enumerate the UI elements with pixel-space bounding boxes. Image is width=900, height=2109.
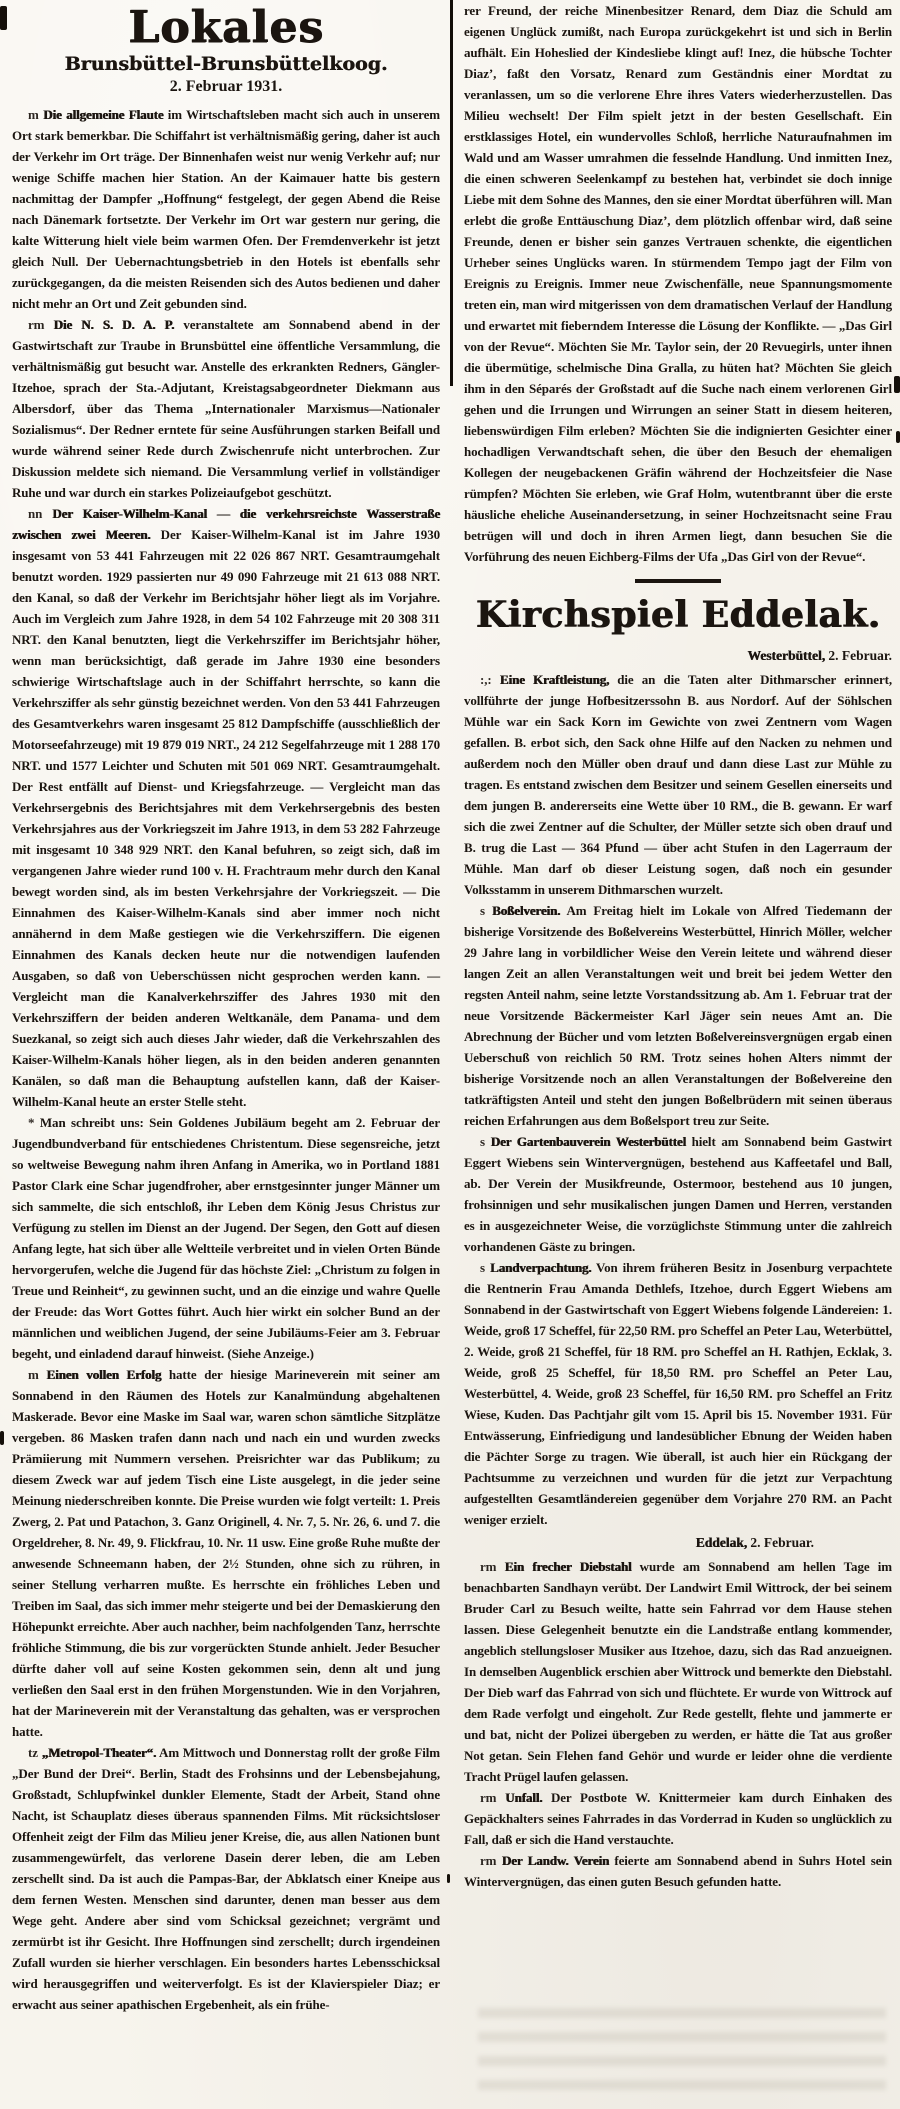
correspondent-sig: s: [480, 1260, 485, 1275]
section-title: Lokales: [128, 2, 324, 53]
section-divider: [635, 579, 721, 583]
article-text: hielt am Sonnabend beim Gastwirt Eggert Wiebens sein Wintervergnügen, bestehend aus Kaffeetafel und Ball, ab. Der Verein der Musikfreunde, Ostermoor, bestehend aus 10 jungen, frohsinnigen und sehr musikalischen jungen Damen und Herren, verstanden es in ausgezeichneter Weise, die vorzüglichste Stimmung unter die zahlreich vorhandenen Gäste zu bringen.: [464, 1134, 893, 1254]
article-text: feierte am Sonnabend abend in Suhrs Hotel sein Wintervergnügen, das einen guten Besuch gefunden hatte.: [464, 1853, 892, 1889]
scan-artifact: [894, 376, 900, 393]
correspondent-sig: rm: [480, 1853, 497, 1868]
article-paragraph: [464, 1850, 892, 1892]
scan-artifact: [0, 6, 7, 30]
article-text: Am Mittwoch und Donnerstag rollt der große Film „Der Bund der Drei“. Berlin, Stadt des Frohsinns und der Lebensbejahung, Großstadt, Schlupfwinkel dunkler Elemente, Stadt der Arbeit, Stand ohne Nacht, ist Schauplatz dieses überaus spannenden Films. Mit rücksichtsloser Offenheit zeigt der Film das Milieu jener Kreise, die, aus allen Nationen bunt zusammengewürfelt, das verlorene Dasein derer leben, die am Leben zerschellt sind. Da ist auch die Pampas-Bar, der Abklatsch einer Kneipe aus dem fernen Westen. Menschen sind darunter, denen man besser aus dem Wege geht. Andere aber sind vom Schicksal gezeichnet; vergrämt und zermürbt ist ihr Gesicht. Ihre Hoffnungen sind zerschellt; durch irgendeinen Zufall wurden sie hierher verschlagen. Ein besonders hartes Lebensschicksal wird herausgegriffen und weiterverfolgt. Es ist der Klavierspieler Diaz; er erwacht aus seiner apathischen Ergebenheit, als ein frühe-: [12, 1745, 441, 2012]
article-paragraph: [12, 1112, 440, 1364]
article-paragraph: [464, 1787, 892, 1850]
article-paragraph: [12, 1742, 440, 2015]
article-text: Der Postbote W. Knittermeier kam durch Einhaken des Gepäckhalters seines Fahrrades in das Vorderrad in Kuden so unglücklich zu Fall, daß er sich die Hand verstauchte.: [464, 1790, 893, 1847]
article-paragraph: [12, 503, 440, 1112]
article-paragraph: [464, 900, 892, 1131]
article-text: Von ihrem früheren Besitz in Josenburg verpachtete die Rentnerin Frau Amanda Dethlefs, Itzehoe, durch Eggert Wiebens am Sonnabend in der Gastwirtschaft von Eggert Wiebens folgende Ländereien: 1. Weide, groß 17 Scheffel, für 22,50 RM. pro Scheffel an Peter Lau, Weterbüttel, 2. Weide, groß 21 Scheffel, für 18 RM. pro Scheffel an H. Rathjen, Ecklak, 3. Weide, groß 25 Scheffel, für 18,50 RM. pro Scheffel an Peter Lau, Westerbüttel, 4. Weide, groß 23 Scheffel, für 16,50 RM. pro Scheffel an Fritz Wiese, Kuden. Das Pachtjahr gilt vom 15. April bis 15. November 1931. Für Entwässerung, Einfriedigung und landesüblicher Ebnung der Weiden haben die Pächter Sorge zu tragen. Wie überall, ist auch hier ein Rückgang der Pachtsumme zu verzeichnen und wurden für die jetzt zur Verpachtung aufgestellten Gesamtländereien gegenüber dem Vorjahre 270 RM. an Pacht weniger erzielt.: [464, 1260, 892, 1527]
dateline-place: Westerbüttel,: [747, 648, 825, 663]
article-text: Am Freitag hielt im Lokale von Alfred Tiedemann der bisherige Vorsitzende des Boßelvereins Westerbüttel, Hinrich Möller, welcher 29 Jahre lang in vorbildlicher Weise den Verein leitete und während dieser langen Zeit an allen Veranstaltungen weit und breit bei jedem Wetter den regsten Anteil nahm, seine letzte Vorstandssitzung ab. Am 1. Februar trat der neue Vorsitzende Bäckermeister Karl Jäger sein neues Amt an. Die Abrechnung der Bücher und vom letzten Boßelvereinsvergnügen ergab einen Ueberschuß von reichlich 50 RM. Trotz seines hohen Alters nimmt der bisherige Vorsitzende noch an allen Veranstaltungen der Boßelvereine den tatkräftigsten Anteil und steht den jungen Boßelbrüdern mit seinen überaus reichen Erfahrungen aus dem Boßelsport treu zur Seite.: [464, 903, 893, 1128]
article-lead: Die allgemeine Flaute: [43, 107, 164, 122]
article-lead: Eine Kraftleistung,: [499, 672, 610, 687]
article-lead: Der Landw. Verein: [501, 1853, 610, 1868]
dateline-date: 2. Februar.: [750, 1535, 814, 1550]
article-paragraph: [464, 1131, 892, 1257]
correspondent-sig: s: [480, 1134, 485, 1149]
article-text: wurde am Sonnabend am hellen Tage im benachbarten Sandhayn verübt. Der Landwirt Emil Wittrock, der bei seinem Bruder Carl zu Besuch weilte, hatte sein Fahrrad vor dem Hause stehen lassen. Diese Gelegenheit benutzte ein die Landstraße entlang kommender, angeblich stellungsloser Musiker aus Itzehoe, dazu, sich das Rad anzueignen. In demselben Augenblick erschien aber Wittrock und bemerkte den Diebstahl. Der Dieb warf das Fahrrad von sich und flüchtete. Er wurde von Wittrock auf dem Rade verfolgt und eingeholt. Zur Rede gestellt, flehte und jammerte er und bat, nicht der Polizei übergeben zu werden, er hätte die Tat aus großer Not getan. Sein Flehen fand Gehör und wurde er leider ohne die verdiente Tracht Prügel laufen gelassen.: [464, 1559, 892, 1784]
article-lead: „Metropol-Theater“.: [41, 1745, 157, 1760]
article-lead: Der Gartenbauverein Westerbüttel: [490, 1134, 686, 1149]
article-lead: Boßelverein.: [491, 903, 561, 918]
article-lead: Unfall.: [505, 1790, 543, 1805]
section2-title: Kirchspiel Eddelak.: [475, 594, 881, 636]
article-text: hatte der hiesige Marineverein mit seiner am Sonnabend in den Räumen des Hotels zur Kanalmündung abgehaltenen Maskerade. Bevor eine Maske im Saal war, waren schon sämtliche Sitzplätze vergeben. 86 Masken trafen dann nach und nach ein und wurden zwecks Prämiierung mit Nummern versehen. Preisrichter war das Publikum; zu diesem Zweck war auf jedem Tisch eine Liste ausgelegt, in die jeder seine Meinung niederschreiben konnte. Die Preise wurden wie folgt verteilt: 1. Preis Zwerg, 2. Pat und Patachon, 3. Ganz Originell, 4. Nr. 7, 5. Nr. 26, 6. und 7. die Orgeldreher, 8. Nr. 49, 9. Flickfrau, 10. Nr. 11 usw. Eine große Ruhe mußte der anwesende Schneemann haben, der 2½ Stunden, ohne sich zu rühren, in seiner Stellung verharren mußte. Es herrschte ein fröhliches Leben und Treiben im Saal, das sich immer mehr steigerte und bei der Demaskierung den Höhepunkt erreichte. Aber auch nachher, beim nachfolgenden Tanz, herrschte fröhliche Stimmung, die bis zur vorgerückten Stunde anhielt. Jeder Besucher dürfte daher voll auf seine Kosten gekommen sein, denn alt und jung verließen den Saal erst in den frühen Morgenstunden. Wie in den Vorjahren, hat der Marineverein mit der Veranstaltung das gehalten, was er versprochen hatte.: [12, 1367, 441, 1739]
article-paragraph: [12, 1364, 440, 1742]
article-lead: Landverpachtung.: [489, 1260, 592, 1275]
correspondent-sig: tz: [28, 1745, 38, 1760]
scan-artifact: [447, 1874, 450, 1883]
masthead-dateline: 2. Februar 1931.: [169, 78, 283, 95]
correspondent-sig: :,:: [480, 672, 492, 687]
article-text: Man schreibt uns: Sein Goldenes Jubiläum begeht am 2. Februar der Jugendbundverband für entschiedenes Christentum. Diese segensreiche, jetzt so weltweise Bewegung nahm ihren Anfang in Amerika, wo in Portland 1881 Pastor Clark eine Schar jugendfroher, aber ernstgesinnter junger Männer um sich sammelte, die sich entschloß, ihr Leben dem König Jesus Christus zur Verfügung zu stellen im Dienst an der Jugend. Der Segen, den Gott auf diesen Anfang legte, hat sich über alle Weltteile verbreitet und in vielen Orten Bünde hervorgerufen, welche die Jugend für das höchste Ziel: „Christum zu folgen in Treue und Reinheit“, zu gewinnen sucht, und an die einzige und wahre Quelle der Freude: das Wort Gottes führt. Auch hier wirkt ein solcher Bund an der männlichen und weiblichen Jugend, der seine Jubiläums-Feier am 3. Februar begeht, und einladend darauf hinweist. (Siehe Anzeige.): [12, 1115, 441, 1361]
article-text: im Wirtschaftsleben macht sich auch in unserem Ort stark bemerkbar. Die Schiffahrt ist verhältnismäßig gering, daher ist auch der Verkehr im Ort träge. Der Binnenhafen weist nur wenig Verkehr auf; nur wenige Schiffe machen hier Station. An der Kaimauer hatte bis gestern nachmittag der Dampfer „Hoffnung“ festgelegt, der gegen Abend die Reise nach Dänemark fortsetzte. Der Verkehr im Ort war gestern nur gering, die kalte Witterung hielt viele beim warmen Ofen. Der Fremdenverkehr ist jetzt gleich Null. Der Uebernachtungsbetrieb in den Hotels ist ebenfalls sehr zurückgegangen, da die meisten Reisenden sich des Autos bedienen und daher nicht mehr an Ort und Zeit gebunden sind.: [12, 107, 440, 311]
article-lead: Die N. S. D. A. P.: [53, 317, 175, 332]
article-text: Der Kaiser-Wilhelm-Kanal ist im Jahre 1930 insgesamt von 53 441 Fahrzeugen mit 22 026 867 NRT. Gesamtraumgehalt benutzt worden. 1929 passierten nur 49 090 Fahrzeuge mit 21 613 088 NRT. den Kanal, so daß der Verkehr im Berichtsjahr höher liegt als im Vorjahre. Auch im Vergleich zum Jahre 1928, in dem 54 102 Fahrzeuge mit 20 308 311 NRT. den Kanal benutzten, liegt die Verkehrsziffer im Berichtsjahr höher, wenn man berücksichtigt, daß gerade im Jahre 1930 eine besonders schwierige Wirtschaftslage auch in der Schiffahrt herrschte, so kann die Verkehrsziffer als sehr günstig bezeichnet werden. Von den 53 441 Fahrzeugen des Gesamtverkehrs waren insgesamt 25 812 Dampfschiffe (ausschließlich der Motorseefahrzeuge) mit 19 879 019 NRT., 24 212 Segelfahrzeuge mit 1 288 170 NRT. und 1577 Leichter und Schuten mit 501 069 NRT. Gesamtraumgehalt. Der Rest entfällt auf Dienst- und Kriegsfahrzeuge. — Vergleicht man das Verkehrsergebnis des Berichtsjahres mit dem Verkehrsergebnis des besten Verkehrsjahres aus der Vorkriegszeit im Jahre 1913, in dem 53 282 Fahrzeuge mit insgesamt 10 348 929 NRT. den Kanal befuhren, so zeigt sich, daß im vergangenen Jahre wieder rund 100 v. H. Frachtraum mehr durch den Kanal bewegt worden sind, als im besten Verkehrsjahre der Vorkriegszeit. — Die Einnahmen des Kaiser-Wilhelm-Kanals sind aber immer noch nicht annähernd in dem Maße gestiegen wie die Verkehrsziffern. Die eigenen Einnahmen des Kanals decken heute nur die notwendigen laufenden Ausgaben, so daß von Ueberschüssen nicht gesprochen werden kann. — Vergleicht man die Kanalverkehrsziffer des Jahres 1930 mit den Verkehrsziffern der beiden anderen Weltkanäle, dem Panama- und dem Suezkanal, so zeigt sich auch dieses Jahr wieder, daß die Verkehrszahlen des Kaiser-Wilhelm-Kanals höher liegen, als in den beiden anderen genannten Kanälen, so daß man die Behauptung aufstellen kann, daß der Kaiser-Wilhelm-Kanal heute an erster Stelle steht.: [12, 527, 440, 1109]
correspondent-sig: rm: [28, 317, 45, 332]
article-paragraph: [464, 669, 892, 900]
dateline-place: Eddelak,: [695, 1535, 747, 1550]
left-column: [12, 0, 440, 2015]
article-paragraph: [12, 314, 440, 503]
article-lead: Einen vollen Erfolg: [46, 1367, 162, 1382]
article-lead: Der Kaiser-Wilhelm-Kanal — die verkehrsreichste Wasserstraße zwischen zwei Meeren.: [12, 506, 440, 542]
correspondent-sig: m: [28, 107, 39, 122]
column-divider-line: [450, 0, 453, 386]
correspondent-sig: *: [28, 1115, 35, 1130]
correspondent-sig: nn: [28, 506, 43, 521]
article-text: die an die Taten alter Dithmarscher erinnert, vollführte der junge Hofbesitzerssohn B. aus Nordorf. Auf der Söhlschen Mühle war ein Sack Korn im Gewichte von zwei Zentnern vom Wagen gefallen. B. erbot sich, den Sack ohne Hilfe auf den Nacken zu nehmen und außerdem noch den Müller oben drauf und dann diese Last zur Mühle zu tragen. Es entstand zwischen dem Besitzer und seinem Gesellen einerseits und dem jungen B. andererseits eine Wette über 10 RM., die B. gewann. Er warf sich die zwei Zentner auf die Schulter, der Müller setzte sich oben drauf und B. trug die Last — 364 Pfund — über acht Stufen in den Lagerraum der Mühle. Man darf ob dieser Leistung sogen, daß noch ein gesunder Volksstamm in unserem Dithmarschen wurzelt.: [464, 672, 892, 897]
article-paragraph: [12, 104, 440, 314]
dateline-westerbuettel: [464, 645, 892, 667]
correspondent-sig: m: [28, 1367, 39, 1382]
correspondent-sig: s: [480, 903, 485, 918]
scan-artifact: [0, 1431, 4, 1445]
article-paragraph: [464, 1556, 892, 1787]
dateline-date: 2. Februar.: [828, 648, 892, 663]
article-paragraph: [464, 1257, 892, 1530]
correspondent-sig: rm: [480, 1790, 497, 1805]
bleedthrough-ghost-text: [478, 2008, 886, 2100]
masthead: [12, 0, 440, 98]
right-column: [464, 0, 892, 2015]
scan-artifact: [896, 431, 900, 443]
correspondent-sig: rm: [480, 1559, 497, 1574]
article-text: veranstaltete am Sonnabend abend in der Gastwirtschaft zur Traube in Brunsbüttel eine öffentliche Versammlung, die verhältnismäßig gut besucht war. Anstelle des erkrankten Redners, Gängler-Itzehoe, sprach der Sta.-Adjutant, Kreistagsabgeordneter Diekmann aus Albersdorf, über das Thema „Internationaler Marxismus—Nationaler Sozialismus“. Der Redner erntete für seine Ausführungen starken Beifall und wurde während seiner Rede durch Zwischenrufe nicht unterbrochen. Zur Diskussion meldete sich niemand. Die Versammlung verlief in vollständiger Ruhe und war durch ein starkes Polizeiaufgebot geschützt.: [12, 317, 440, 500]
article-lead: Ein frecher Diebstahl: [504, 1559, 632, 1574]
dateline-eddelak: [464, 1532, 892, 1554]
subsection-title: Brunsbüttel-Brunsbüttelkoog.: [64, 53, 388, 75]
continuation-paragraph: rer Freund, der reiche Minenbesitzer Renard, dem Diaz die Schuld am eigenen Unglück zumißt, nach Europa zurückgekehrt ist und sich in Berlin aufhält. Ein Hoheslied der Kindesliebe klingt auf! Inez, die hübsche Tochter Diaz’, faßt den Vorsatz, Renard zum Geständnis einer Mordtat zu veranlassen, um so die verlorene Ehre ihres Vaters wiederherzustellen. Das Milieu wechselt! Der Film spielt jetzt in der besten Gesellschaft. Ein erstklassiges Hotel, ein wundervolles Schloß, herrliche Naturaufnahmen im Wald und am Wasser umrahmen die fesselnde Handlung. Und inmitten Inez, die einen schweren Seelenkampf zu bestehen hat, verbindet sie doch innige Liebe mit dem Sohne des Mannes, den sie einer Mordtat überführen will. Man erlebt die große Enttäuschung Diaz’, dem plötzlich offenbar wird, daß seine Freunde, denen er bisher sein ganzes Vertrauen schenkte, die eigentlichen Urheber seines Unglücks waren. In stürmendem Tempo jagt der Film von Ereignis zu Ereignis. Immer neue Zwischenfälle, neue Spannungsmomente treten ein, man wird mitgerissen von dem dramatischen Verlauf der Handlung und erwartet mit fieberndem Interesse die Lösung der Konflikte. — „Das Girl von der Revue“. Möchten Sie Mr. Taylor sein, der 20 Revuegirls, unter ihnen die übermütige, schelmische Dina Gralla, zu hüten hat? Möchten Sie gleich ihm in den Séparés der Großstadt auf die Suche nach einem verlorenen Girl gehen und die Irrungen und Wirrungen an seiner Statt in diesem heiteren, liebenswürdigen Film erleben? Möchten Sie die indignierten Gesichter einer hochadligen Verwandtschaft sehen, die über den Besuch der ehemaligen Kollegen der neugebackenen Gräfin während der Hochzeitsfeier die Nase rümpfen? Möchten Sie erleben, wie Graf Holm, wutentbrannt über die erste häusliche eheliche Auseinandersetzung, in seiner Hochzeitsnacht seine Frau betrügen will und doch in ihren Armen liegt, dann besuchen Sie die Vorführung des neuen Eichberg-Films der Ufa „Das Girl von der Revue“.: [464, 3, 892, 564]
